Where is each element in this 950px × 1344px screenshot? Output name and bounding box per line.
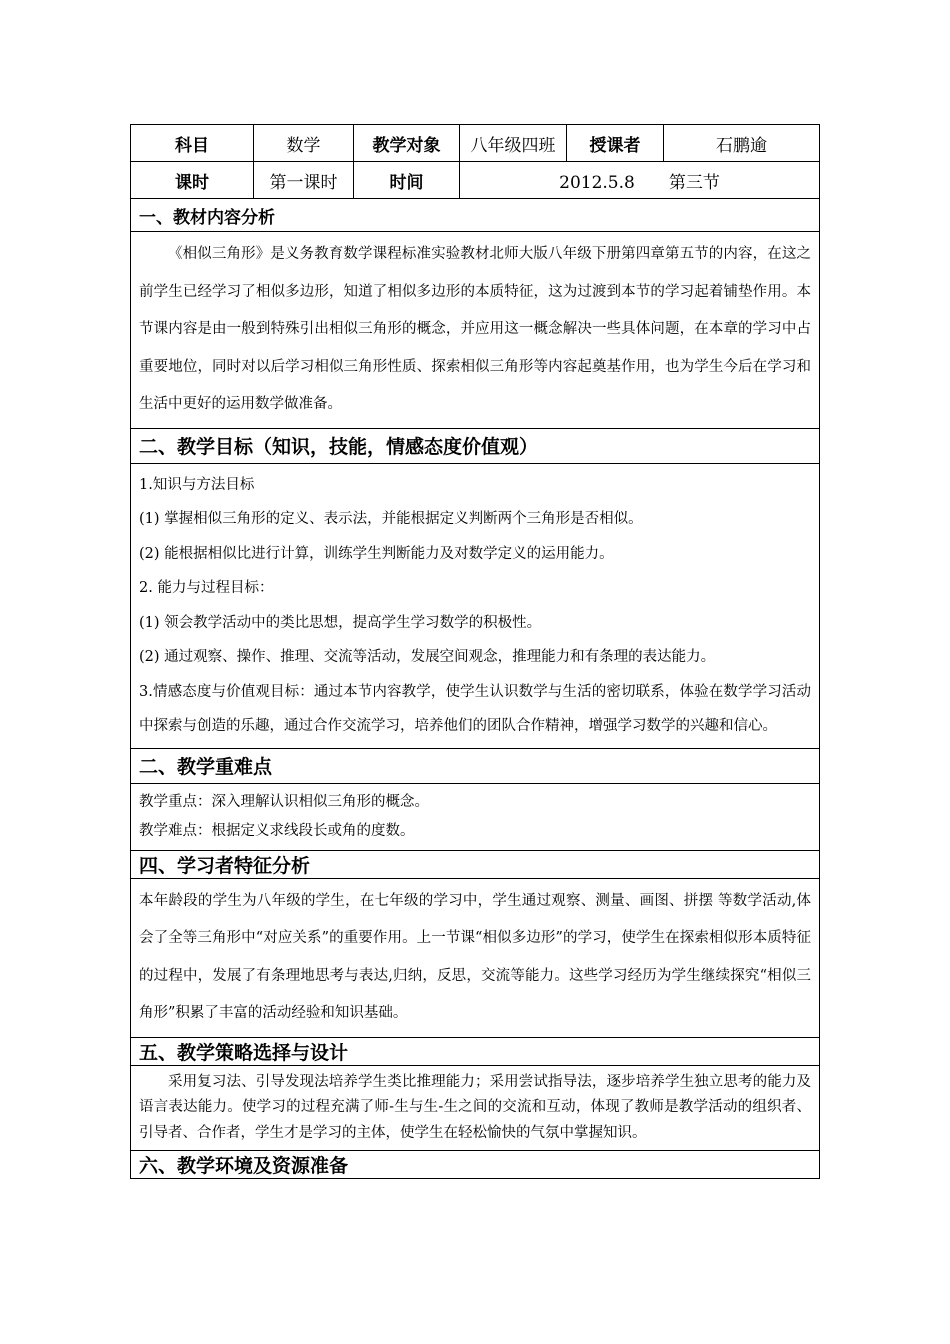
section-1-title-row bbox=[131, 199, 820, 232]
section-4-cell bbox=[131, 878, 820, 1037]
teacher-value: 石鹏逾 bbox=[664, 125, 820, 162]
section-4-title: 四、学习者特征分析 bbox=[131, 850, 820, 878]
subject-label: 科目 bbox=[131, 125, 254, 162]
period-value: 第一课时 bbox=[254, 162, 354, 199]
period-label: 课时 bbox=[131, 162, 254, 199]
section-1-cell bbox=[131, 232, 820, 429]
section-4-paragraph: 本年龄段的学生为八年级的学生，在七年级的学习中，学生通过观察、测量、画图、拼摆 等数学活动,体会了全等三角形中“对应关系”的重要作用。上一节课“相似多边形”的学习，使学生在探索相似形本质特征的过程中，发展了有条理地思考与表达,归纳，反思，交流等能力。这些学习经历为学生继续探究“相似三角形”积累了丰富的活动经验和知识基础。 bbox=[139, 892, 811, 1021]
section-4-body-row bbox=[131, 878, 820, 1037]
target-value: 八年级四班 bbox=[460, 125, 567, 162]
time-value: 2012.5.8 第三节 bbox=[460, 162, 820, 199]
objective-line: (1) 领会教学活动中的类比思想，提高学生学习数学的积极性。 bbox=[139, 614, 542, 631]
section-3-body-row bbox=[131, 783, 820, 850]
section-5-paragraph: 采用复习法、引导发现法培养学生类比推理能力；采用尝试指导法，逐步培养学生独立思考的能力及语言表达能力。使学习的过程充满了师-生与生-生之间的交流和互动，体现了教师是教学活动的组织者、引导者、合作者，学生才是学习的主体，使学生在轻松愉快的气氛中掌握知识。 bbox=[139, 1073, 811, 1141]
section-2-title: 二、教学目标（知识，技能，情感态度价值观） bbox=[131, 428, 820, 463]
section-3-cell bbox=[131, 783, 820, 850]
section-6-title-row bbox=[131, 1151, 820, 1179]
section-1-body-row bbox=[131, 232, 820, 429]
section-3-title: 二、教学重难点 bbox=[131, 748, 820, 783]
section-5-title-row bbox=[131, 1037, 820, 1065]
objective-line: (2) 能根据相似比进行计算，训练学生判断能力及对数学定义的运用能力。 bbox=[139, 545, 614, 562]
section-5-body-row bbox=[131, 1065, 820, 1151]
section-1-paragraph: 《相似三角形》是义务教育数学课程标准实验教材北师大版八年级下册第四章第五节的内容，在这之前学生已经学习了相似多边形，知道了相似多边形的本质特征，这为过渡到本节的学习起着铺垫作用。本节课内容是由一般到特殊引出相似三角形的概念，并应用这一概念解决一些具体问题，在本章的学习中占重要地位，同时对以后学习相似三角形性质、探索相似三角形等内容起奠基作用，也为学生今后在学习和生活中更好的运用数学做准备。 bbox=[139, 246, 811, 412]
target-label: 教学对象 bbox=[354, 125, 460, 162]
subject-value: 数学 bbox=[254, 125, 354, 162]
key-point-line: 教学重点：深入理解认识相似三角形的概念。 bbox=[139, 793, 429, 810]
objective-paragraph: 3.情感态度与价值观目标：通过本节内容教学，使学生认识数学与生活的密切联系，体验在数学学习活动中探索与创造的乐趣，通过合作交流学习，培养他们的团队合作精神，增强学习数学的兴趣和信心。 bbox=[139, 683, 811, 734]
section-1-title: 一、教材内容分析 bbox=[131, 199, 820, 232]
section-5-title: 五、教学策略选择与设计 bbox=[131, 1037, 820, 1065]
lesson-plan-page bbox=[130, 124, 819, 1179]
section-6-title: 六、教学环境及资源准备 bbox=[131, 1151, 820, 1179]
section-2-title-row bbox=[131, 428, 820, 463]
info-row-2 bbox=[131, 162, 820, 199]
lesson-plan-table bbox=[130, 124, 820, 1179]
teacher-label: 授课者 bbox=[567, 125, 664, 162]
section-5-cell bbox=[131, 1065, 820, 1151]
objective-line: 1.知识与方法目标 bbox=[139, 476, 255, 493]
section-4-title-row bbox=[131, 850, 820, 878]
difficulty-line: 教学难点：根据定义求线段长或角的度数。 bbox=[139, 822, 415, 839]
info-row-1 bbox=[131, 125, 820, 162]
time-label: 时间 bbox=[354, 162, 460, 199]
objective-line: 2. 能力与过程目标： bbox=[139, 580, 274, 596]
section-2-cell bbox=[131, 463, 820, 748]
section-3-title-row bbox=[131, 748, 820, 783]
objective-line: (2) 通过观察、操作、推理、交流等活动，发展空间观念，推理能力和有条理的表达能力。 bbox=[139, 649, 716, 665]
section-2-body-row bbox=[131, 463, 820, 748]
objective-line: (1) 掌握相似三角形的定义、表示法，并能根据定义判断两个三角形是否相似。 bbox=[139, 511, 643, 527]
